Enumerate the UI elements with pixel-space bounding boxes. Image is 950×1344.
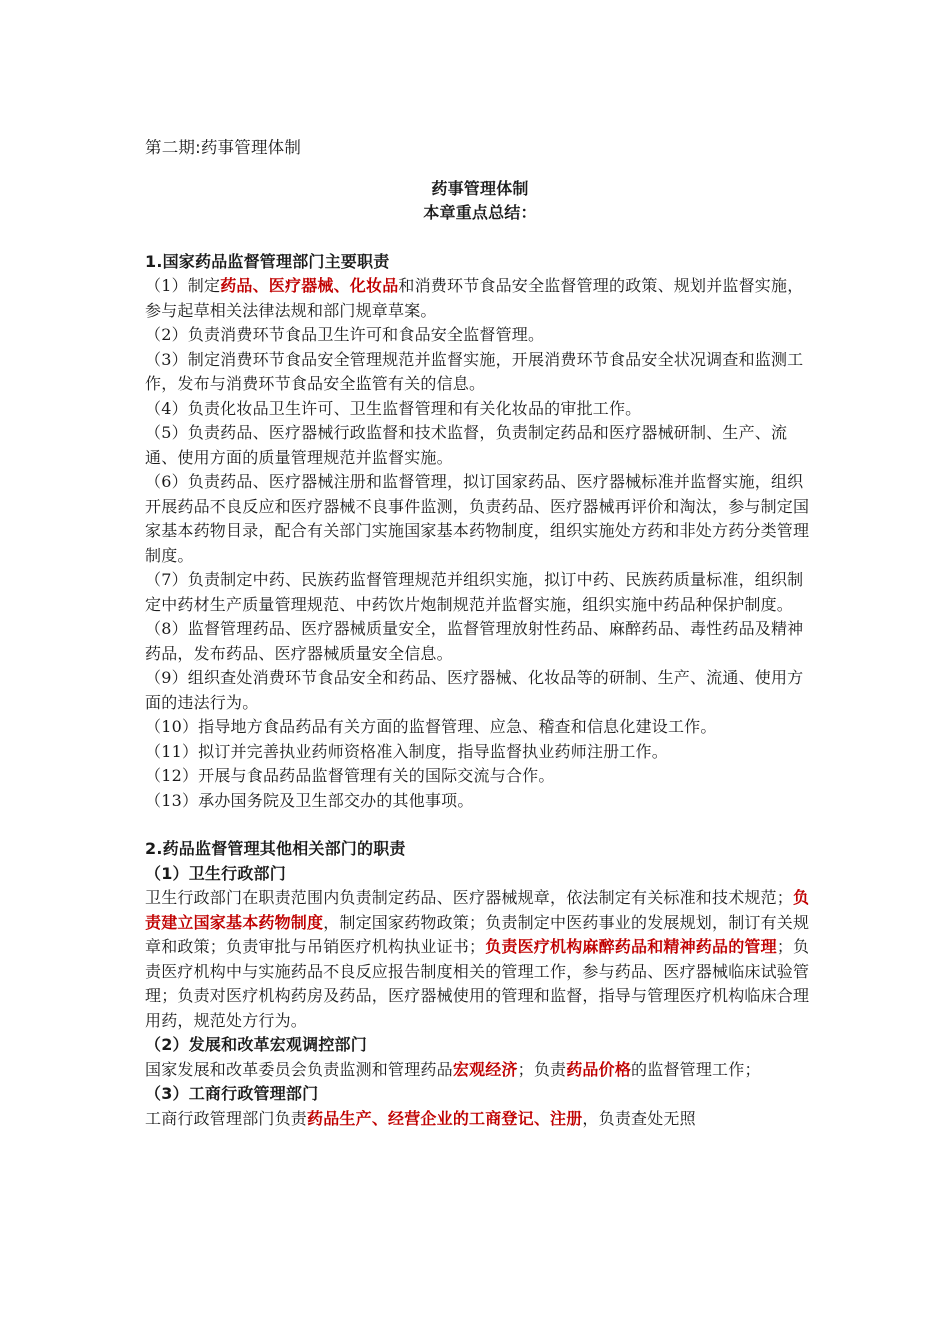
list-item: （1）制定药品、医疗器械、化妆品和消费环节食品安全监督管理的政策、规划并监督实施，参与起草相关法律法规和部门规章草案。 xyxy=(145,276,804,320)
list-item: （10）指导地方食品药品有关方面的监督管理、应急、稽查和信息化建设工作。 xyxy=(145,717,717,736)
list-item: （6）负责药品、医疗器械注册和监督管理，拟订国家药品、医疗器械标准并监督实施，组织开展药品不良反应和医疗器械不良事件监测，负责药品、医疗器械再评价和淘汰，参与制定国家基本药物目录，配合有关部门实施国家基本药物制度，组织实施处方药和非处方药分类管理制度。 xyxy=(145,472,810,565)
document-title: 药事管理体制 xyxy=(431,178,529,198)
highlight-text: 药品、医疗器械、化妆品 xyxy=(220,276,399,295)
highlight-text: 药品生产、经营企业的工商登记、注册 xyxy=(307,1108,583,1128)
highlight-text: 负责建立国家基本药物制度 xyxy=(145,888,810,932)
paragraph: 国家发展和改革委员会负责监测和管理药品宏观经济；负责药品价格的监督管理工作； xyxy=(145,1059,761,1079)
highlight-text: 负责医疗机构麻醉药品和精神药品的管理 xyxy=(485,937,777,956)
highlight-text: 药品价格 xyxy=(566,1059,632,1079)
list-item: （12）开展与食品药品监督管理有关的国际交流与合作。 xyxy=(145,766,555,785)
list-item: （11）拟订并完善执业药师资格准入制度，指导监督执业药师注册工作。 xyxy=(145,741,668,761)
list-item: （2）负责消费环节食品卫生许可和食品安全监督管理。 xyxy=(145,325,545,344)
subsection-heading: （3）工商行政管理部门 xyxy=(145,1084,319,1103)
list-item: （7）负责制定中药、民族药监督管理规范并组织实施，拟订中药、民族药质量标准，组织制定中药材生产质量管理规范、中药饮片炮制规范并监督实施，组织实施中药品种保护制度。 xyxy=(145,570,804,614)
list-item: （9）组织查处消费环节食品安全和药品、医疗器械、化妆品等的研制、生产、流通、使用方面的违法行为。 xyxy=(145,668,804,712)
highlight-text: 宏观经济 xyxy=(452,1059,518,1079)
subsection-heading: （2）发展和改革宏观调控部门 xyxy=(145,1035,367,1054)
paragraph: 工商行政管理部门负责药品生产、经营企业的工商登记、注册，负责查处无照 xyxy=(145,1108,696,1128)
list-item: （5）负责药品、医疗器械行政监督和技术监督，负责制定药品和医疗器械研制、生产、流通、使用方面的质量管理规范并监督实施。 xyxy=(145,423,788,467)
summary-title: 本章重点总结： xyxy=(423,203,537,222)
subsection-heading: （1）卫生行政部门 xyxy=(145,863,286,883)
list-item: （4）负责化妆品卫生许可、卫生监督管理和有关化妆品的审批工作。 xyxy=(145,398,642,418)
document-page xyxy=(145,136,815,1131)
issue-title: 第二期:药事管理体制 xyxy=(145,138,302,157)
section-2-heading: 2.药品监督管理其他相关部门的职责 xyxy=(145,839,406,858)
list-item: （3）制定消费环节食品安全管理规范并监督实施，开展消费环节食品安全状况调查和监测工作，发布与消费环节食品安全监管有关的信息。 xyxy=(145,349,804,393)
list-item: （13）承办国务院及卫生部交办的其他事项。 xyxy=(145,790,474,810)
paragraph: 卫生行政部门在职责范围内负责制定药品、医疗器械规章，依法制定有关标准和技术规范；负责建立国家基本药物制度，制定国家药物政策；负责制定中医药事业的发展规划，制订有关规章和政策；负责审批与吊销医疗机构执业证书；负责医疗机构麻醉药品和精神药品的管理；负责医疗机构中与实施药品不良反应报告制度相关的管理工作，参与药品、医疗器械临床试验管理；负责对医疗机构药房及药品，医疗器械使用的管理和监督，指导与管理医疗机构临床合理用药，规范处方行为。 xyxy=(145,888,810,1030)
list-item: （8）监督管理药品、医疗器械质量安全，监督管理放射性药品、麻醉药品、毒性药品及精神药品，发布药品、医疗器械质量安全信息。 xyxy=(145,619,804,663)
section-1-heading: 1.国家药品监督管理部门主要职责 xyxy=(145,251,390,271)
